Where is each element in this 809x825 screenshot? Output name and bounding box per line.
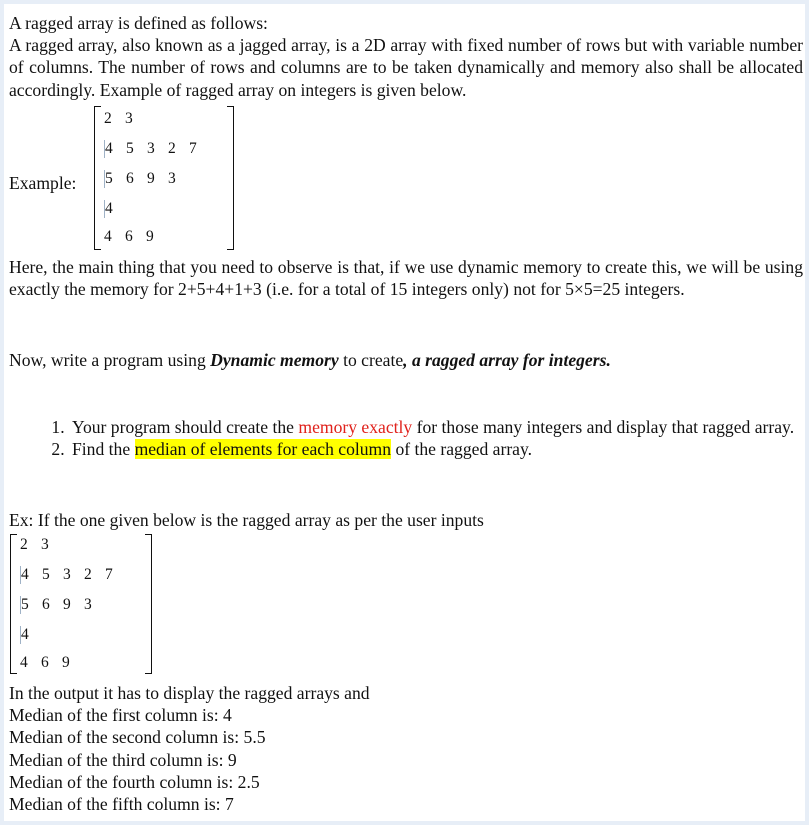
highlighted-text-median: median of elements for each column (134, 439, 392, 460)
median-line: Median of the first column is: 4 (9, 705, 232, 726)
requirements-list (9, 416, 803, 460)
red-text-memory-exactly: memory exactly (298, 417, 413, 437)
median-line: Median of the third column is: 9 (9, 749, 237, 770)
intro-definition: A ragged array, also known as a jagged array, is a 2D array with fixed number of rows but with variable number of columns. The number of rows and columns are to be taken dynamically and memory also shall be allocated accordingly. Example of ragged array on integers is given below. (9, 35, 803, 100)
intro-section (9, 12, 803, 101)
matrix-row: 4 (104, 200, 126, 218)
matrix-row: 4 6 9 (104, 228, 155, 245)
median-line: Median of the fourth column is: 2.5 (9, 771, 260, 792)
median-line: Median of the second column is: 5.5 (9, 727, 266, 748)
task-statement: Now, write a program using Dynamic memory to create, a ragged array for integers. (9, 350, 611, 370)
emphasis-ragged-array: , a ragged array for integers. (403, 350, 611, 370)
ex-matrix (10, 534, 152, 674)
matrix-row: 4 6 9 (20, 654, 71, 671)
output-intro: In the output it has to display the ragged arrays and (9, 683, 370, 703)
observation-paragraph: Here, the main thing that you need to observe is that, if we use dynamic memory to create this, we will be using exactly the memory for 2+5+4+1+3 (i.e. for a total of 15 integers only) not for 5×5=25 integers. (9, 257, 803, 300)
list-item: 1. Your program should create the memory exactly for those many integers and display that ragged array. (69, 416, 803, 438)
right-bracket (227, 106, 234, 250)
matrix-row: 4 (20, 626, 42, 644)
matrix-row: 5 6 9 3 (20, 596, 105, 614)
intro-title: A ragged array is defined as follows: (9, 13, 268, 33)
matrix-row: 2 3 (20, 536, 50, 553)
matrix-row: 2 3 (104, 110, 134, 127)
example-label: Example: (9, 173, 77, 193)
emphasis-dynamic-memory: Dynamic memory (210, 350, 339, 370)
example-matrix (94, 106, 234, 250)
left-bracket (94, 106, 101, 250)
matrix-row: 5 6 9 3 (104, 170, 189, 188)
matrix-row: 4 5 3 2 7 (20, 566, 126, 584)
right-bracket (145, 534, 152, 674)
list-item: 2. Find the median of elements for each column of the ragged array. (69, 438, 803, 460)
ex-intro: Ex: If the one given below is the ragged array as per the user inputs (9, 510, 484, 530)
median-line: Median of the fifth column is: 7 (9, 794, 234, 815)
matrix-row: 4 5 3 2 7 (104, 140, 210, 158)
document-page (4, 4, 805, 821)
output-section (9, 682, 803, 815)
left-bracket (10, 534, 17, 674)
